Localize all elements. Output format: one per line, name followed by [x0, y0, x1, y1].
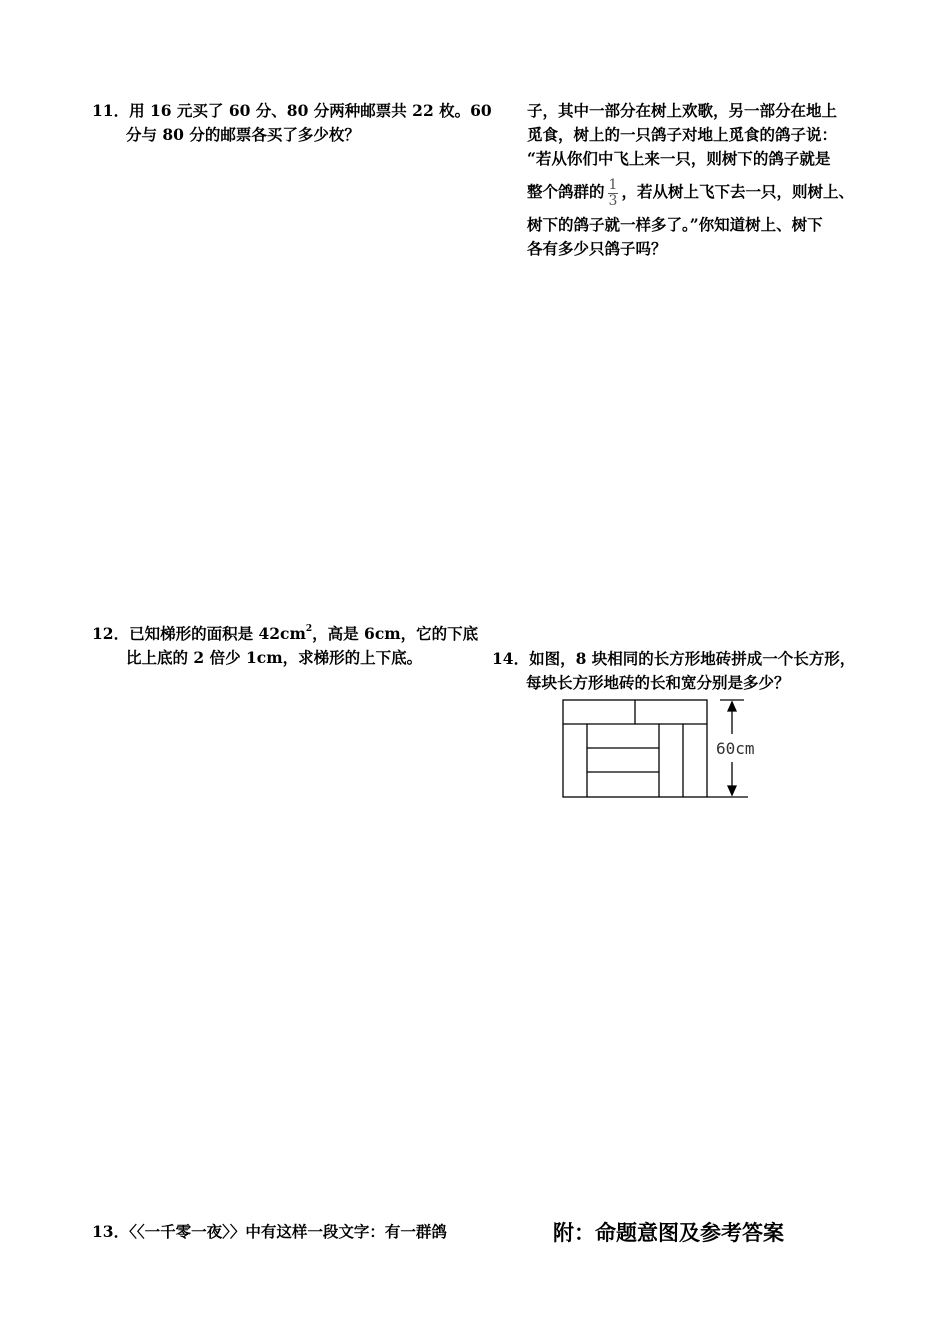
question-13-line5	[527, 175, 854, 209]
question-14	[492, 647, 855, 695]
one-third-fraction	[608, 178, 619, 209]
question-14-line1: 14．如图，8 块相同的长方形地砖拼成一个长方形，	[492, 649, 856, 668]
fraction-numerator: 1	[608, 176, 618, 193]
question-13-line2: 子，其中一部分在树上欢歌，另一部分在地上	[527, 101, 838, 120]
question-11-line1: 11．用 16 元买了 60 分、80 分两种邮票共 22 枚。60	[92, 101, 492, 120]
tile-diagram	[560, 698, 760, 800]
question-13-line6: 树下的鸽子就一样多了。”你知道树上、树下	[527, 215, 823, 234]
question-12	[92, 622, 478, 670]
dimension-label: 60cm	[716, 739, 755, 758]
question-13-line1: 13．〈〈一千零一夜〉〉中有这样一段文字：有一群鸽	[92, 1222, 447, 1241]
arrow-up-icon	[728, 702, 736, 711]
question-13-continued	[527, 99, 854, 261]
squared-superscript: 2	[305, 624, 313, 634]
question-13-line7: 各有多少只鸽子吗？	[527, 239, 667, 258]
appendix-heading: 附：命题意图及参考答案	[553, 1220, 784, 1245]
question-11-line2: 分与 80 分的邮票各买了多少枚？	[126, 125, 360, 144]
question-12-line1-b: ，高是 6cm，它的下底	[312, 624, 479, 643]
question-13-line3: 觅食，树上的一只鸽子对地上觅食的鸽子说：	[527, 125, 838, 144]
question-11	[92, 99, 492, 147]
question-13-line5-after: ，若从树上飞下去一只，则树上、	[621, 182, 854, 201]
arrow-down-icon	[728, 786, 736, 795]
question-14-line2: 每块长方形地砖的长和宽分别是多少？	[526, 673, 790, 692]
question-13-line5-before: 整个鸽群的	[527, 182, 605, 201]
question-13-line4: “若从你们中飞上来一只，则树下的鸽子就是	[527, 149, 831, 168]
question-12-line1-a: 12．已知梯形的面积是 42cm	[92, 624, 306, 643]
fraction-denominator: 3	[608, 192, 618, 209]
question-12-line2: 比上底的 2 倍少 1cm，求梯形的上下底。	[126, 648, 423, 667]
question-12-line1	[92, 622, 478, 646]
question-13	[92, 1220, 447, 1244]
